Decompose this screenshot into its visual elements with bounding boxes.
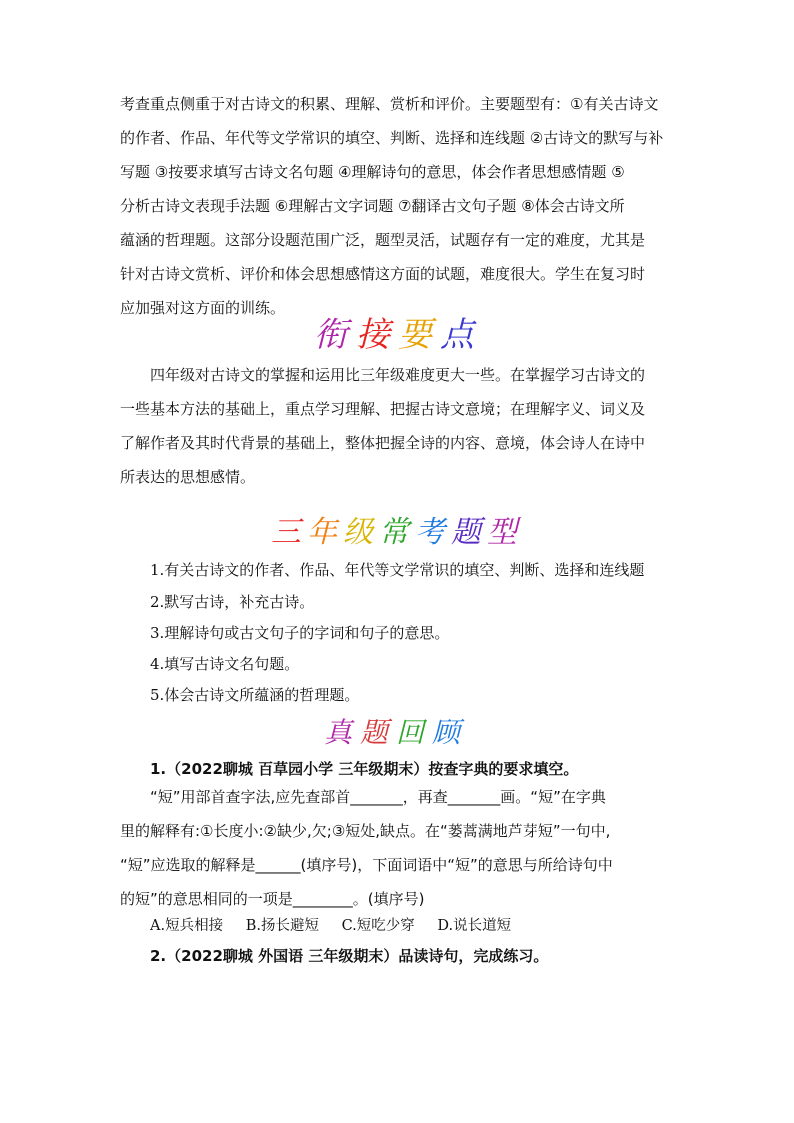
heading-common-types-art <box>267 508 527 554</box>
intro-paragraph <box>120 87 680 325</box>
intro-line: 针对古诗文赏析、评价和体会思想感情这方面的试题，难度很大。学生在复习时 <box>120 265 646 283</box>
intro-line: 蕴涵的哲理题。这部分设题范围广泛，题型灵活，试题存有一定的难度，尤其是 <box>120 231 646 249</box>
connect-line: 一些基本方法的基础上，重点学习理解、把握古诗文意境；在理解字义、词义及 <box>120 400 646 418</box>
heading-char: 题 <box>451 515 481 550</box>
heading-char: 级 <box>343 515 373 550</box>
option-c: C.短吃少穿 <box>341 918 415 934</box>
connect-line: 所表达的思想感情。 <box>120 468 256 486</box>
heading-char: 要 <box>398 315 432 355</box>
option-b: B.扬长避短 <box>245 918 319 934</box>
question-1-line: “短”应选取的解释是______(填序号)，下面词语中“短”的意思与所给诗句中 <box>120 856 613 874</box>
type-item: 2.默写古诗，补充古诗。 <box>150 593 315 611</box>
type-item: 5.体会古诗文所蕴涵的哲理题。 <box>150 686 360 704</box>
heading-common-types <box>0 508 794 558</box>
heading-char: 年 <box>307 515 337 550</box>
heading-char: 点 <box>440 315 474 355</box>
heading-char: 回 <box>396 716 425 749</box>
question-1-options <box>150 914 529 935</box>
intro-line: 考查重点侧重于对古诗文的积累、理解、赏析和评价。主要题型有：①有关古诗文 <box>120 95 659 113</box>
type-item: 3.理解诗句或古文句子的字词和句子的意思。 <box>150 624 450 642</box>
heading-char: 常 <box>379 515 409 550</box>
heading-past-questions <box>0 710 794 756</box>
question-1-line: 里的解释有:①长度小:②缺少,欠;③短处,缺点。在“蒌蒿满地芦芽短”一句中, <box>120 822 611 840</box>
heading-char: 考 <box>415 515 445 550</box>
heading-key-points-art <box>312 308 482 358</box>
option-a: A.短兵相接 <box>150 918 224 934</box>
heading-past-questions-art <box>322 710 472 752</box>
connect-line: 了解作者及其时代背景的基础上，整体把握全诗的内容、意境，体会诗人在诗中 <box>120 434 646 452</box>
heading-char: 顾 <box>432 716 461 749</box>
type-item: 1.有关古诗文的作者、作品、年代等文学常识的填空、判断、选择和连线题 <box>150 561 645 579</box>
heading-char: 型 <box>487 515 517 550</box>
heading-char: 衔 <box>314 315 348 355</box>
heading-key-points <box>0 308 794 362</box>
question-1-line: “短”用部首查字法,应先查部首_______，再查_______画。“短”在字典 <box>150 788 606 806</box>
heading-char: 真 <box>324 716 353 749</box>
question-1-title: 1.（2022聊城 百草园小学 三年级期末）按查字典的要求填空。 <box>150 760 579 778</box>
heading-char: 题 <box>360 716 389 749</box>
option-d: D.说长道短 <box>437 918 512 934</box>
intro-line: 写题 ③按要求填写古诗文名句题 ④理解诗句的意思，体会作者思想感情题 ⑤ <box>120 163 625 181</box>
type-item: 4.填写古诗文名句题。 <box>150 655 300 673</box>
intro-line: 的作者、作品、年代等文学常识的填空、判断、选择和连线题 ②古诗文的默写与补 <box>120 129 664 147</box>
connect-line: 四年级对古诗文的掌握和运用比三年级难度更大一些。在掌握学习古诗文的 <box>150 366 646 384</box>
intro-line: 应加强对这方面的训练。 <box>120 299 286 317</box>
question-1-body <box>120 780 680 916</box>
heading-char: 三 <box>271 515 301 550</box>
question-2-title: 2.（2022聊城 外国语 三年级期末）品读诗句，完成练习。 <box>150 947 549 965</box>
intro-line: 分析古诗文表现手法题 ⑥理解古文字词题 ⑦翻译古文句子题 ⑧体会古诗文所 <box>120 197 625 215</box>
connect-paragraph <box>120 358 680 494</box>
question-1-line: 的短”的意思相同的一项是________。(填序号) <box>120 890 425 908</box>
heading-char: 接 <box>356 315 390 355</box>
